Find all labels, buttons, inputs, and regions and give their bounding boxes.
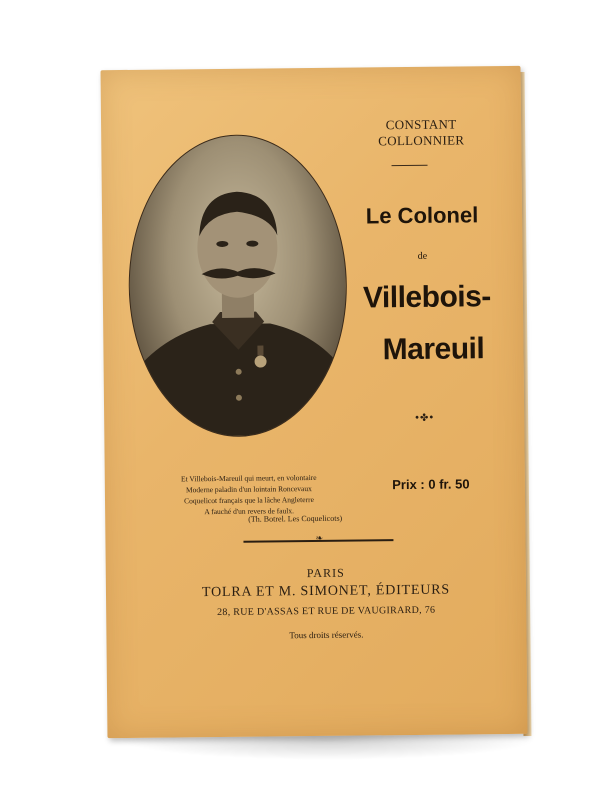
price-label: Prix : 0 fr. 50 bbox=[392, 476, 470, 493]
publisher-name: TOLRA ET M. SIMONET, ÉDITEURS bbox=[201, 582, 451, 601]
quote-line: Coquelicot français que la lâche Angleterre bbox=[184, 495, 314, 506]
quote-line: Et Villebois-Mareuil qui meurt, en volontaire bbox=[180, 472, 317, 484]
title-line-1: Le Colonel bbox=[365, 202, 479, 229]
quote-citation: (Th. Botrel. Les Coquelicots) bbox=[248, 513, 343, 524]
publisher-city: PARIS bbox=[306, 565, 345, 581]
portrait-image bbox=[128, 135, 347, 437]
portrait-oval bbox=[127, 134, 348, 438]
author-rule bbox=[392, 165, 428, 166]
divider-ornament: ❧ bbox=[315, 533, 324, 544]
epigraph-quote bbox=[159, 472, 339, 518]
quote-line: Moderne paladin d'un lointain Roncevaux bbox=[185, 484, 312, 495]
title-line-3: Villebois- bbox=[362, 280, 491, 315]
rights-notice: Tous droits réservés. bbox=[289, 629, 364, 641]
book-cover bbox=[101, 66, 528, 738]
publisher-address: 28, RUE D'ASSAS ET RUE DE VAUGIRARD, 76 bbox=[217, 604, 436, 619]
author-name: CONSTANT COLLONNIER bbox=[378, 116, 465, 149]
quote-line: A fauché d'un revers de faulx. bbox=[204, 506, 295, 517]
title-line-4: Mareuil bbox=[382, 332, 485, 367]
fleuron-ornament: •✤• bbox=[414, 412, 435, 424]
title-de: de bbox=[417, 250, 428, 262]
